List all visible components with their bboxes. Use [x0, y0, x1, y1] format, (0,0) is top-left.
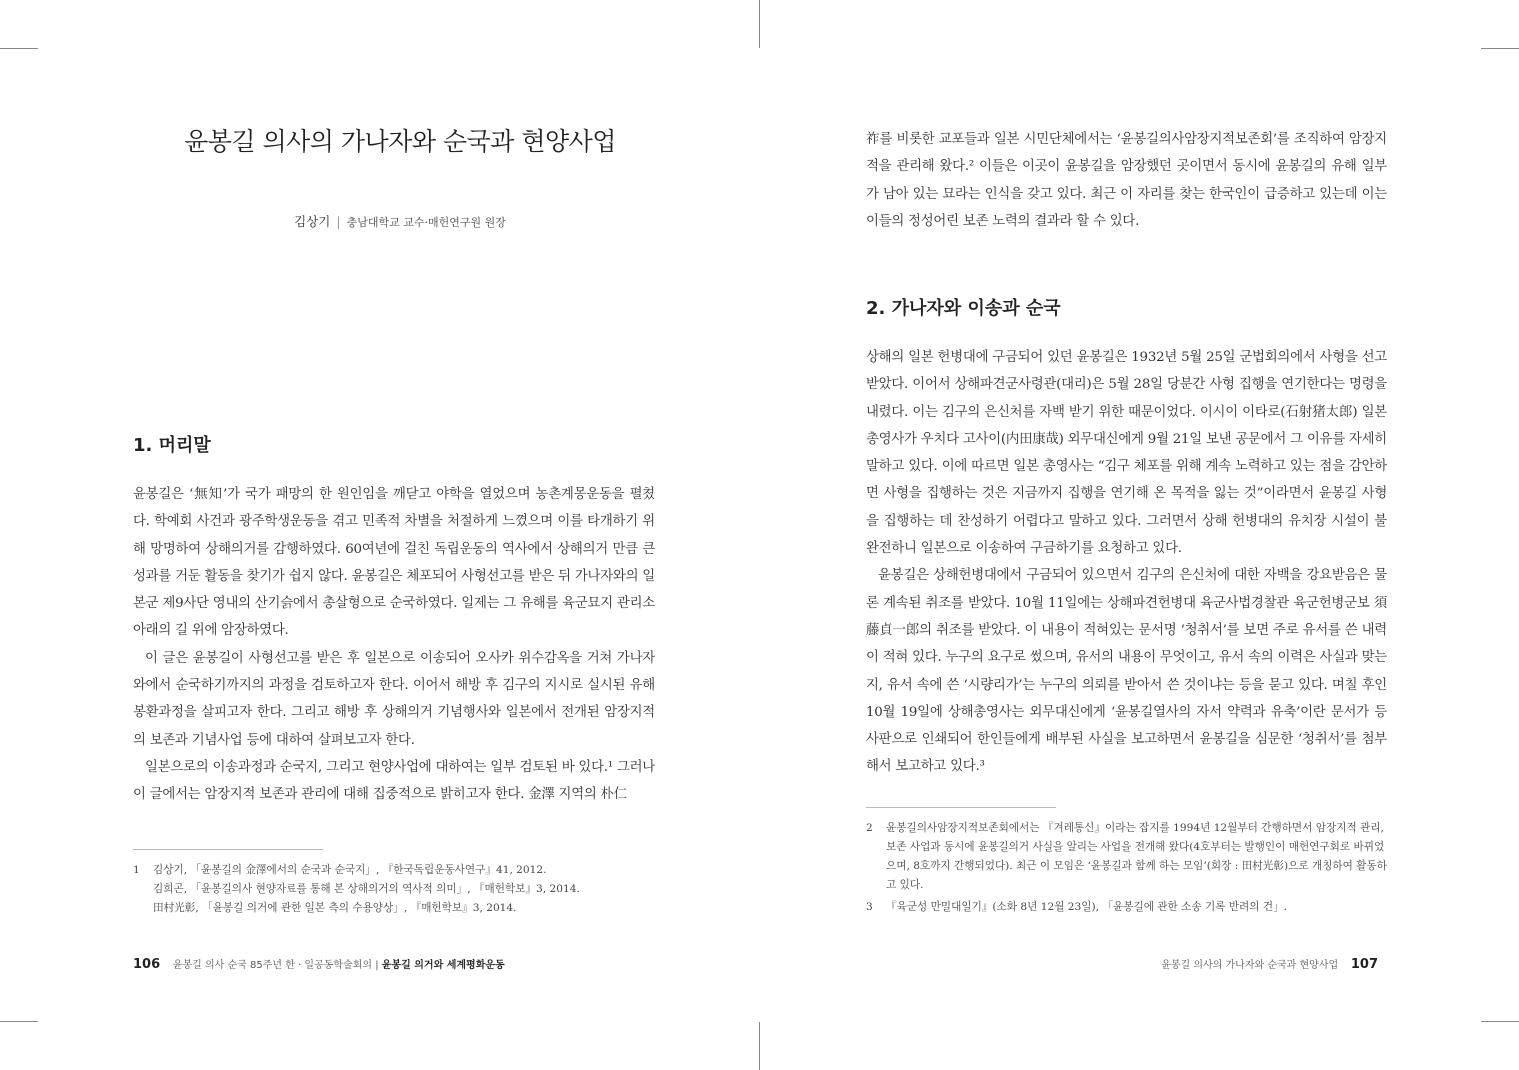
page-number: 106	[133, 957, 161, 972]
body-text	[866, 344, 1387, 781]
paragraph: 상해의 일본 헌병대에 구금되어 있던 윤봉길은 1932년 5월 25일 군법회의에서 사형을 선고받았다. 이어서 상해파견군사령관(대리)은 5월 28일 당분간 사형 집행을 연기한다는 명령을 내렸다. 이는 김구의 은신처를 자백 받기 위한 때문이었다. 이시이 이타로(石射猪太郎) 일본 총영사가 우치다 고사이(内田康哉) 외무대신에게 9월 21일 보낸 공문에서 그 이유를 자세히 말하고 있다. 이에 따르면 일본 총영사는 “김구 체포를 위해 계속 노력하고 있는 점을 감안하면 사형을 집행하는 것은 지금까지 집행을 연기해 온 목적을 잃는 것”이라면서 윤봉길 사형을 집행하는 데 찬성하기 어렵다고 말하고 있다. 그러면서 상해 헌병대의 유치장 시설이 불완전하니 일본으로 이송하여 구금하기를 요청하고 있다.	[866, 350, 1387, 557]
footnote-number: 2	[866, 822, 873, 834]
footnote-line: 田村光彰, 「윤봉길 의거에 관한 일본 측의 수용양상」, 『매헌학보』3, 2014.	[153, 902, 517, 914]
paragraph: 이 글은 윤봉길이 사형선고를 받은 후 일본으로 이송되어 오사카 위수감옥을 거쳐 가나자와에서 순국하기까지의 과정을 검토하고자 한다. 이어서 해방 후 김구의 지시로 실시된 유해봉환과정을 살피고자 한다. 그리고 해방 후 상해의거 기념행사와 일본에서 전개된 암장지적의 보존과 기념사업 등에 대하여 살펴보고자 한다.	[133, 650, 655, 748]
footnote-rule	[133, 849, 323, 850]
article-title: 윤봉길 의사의 가나자와 순국과 현양사업	[184, 127, 616, 156]
paragraph: 윤봉길은 ‘無知’가 국가 패망의 한 원인임을 깨닫고 야학을 열었으며 농촌계몽운동을 펼쳤다. 학예회 사건과 광주학생운동을 겪고 민족적 차별을 처절하게 느꼈으며 이를 타개하기 위해 망명하여 상해의거를 감행하였다. 60여년에 걸친 독립운동의 역사에서 상해의거 만큼 큰 성과를 거둔 활동을 찾기가 쉽지 않다. 윤봉길은 체포되어 사형선고를 받은 뒤 가나자와의 일본군 제9사단 영내의 산기슭에서 총살형으로 순국하였다. 일제는 그 유해를 육군묘지 관리소 아래의 길 위에 암장하였다.	[133, 487, 655, 639]
running-head: 윤봉길 의사 순국 85주년 한 · 일공동학술회의 |	[172, 960, 379, 971]
page-footer	[1161, 956, 1378, 972]
footnote	[133, 861, 693, 918]
byline-separator: |	[336, 214, 341, 229]
paragraph: 祚를 비롯한 교포들과 일본 시민단체에서는 ‘윤봉길의사암장지적보존회’를 조직하여 암장지적을 관리해 왔다.² 이들은 이곳이 윤봉길을 암장했던 곳이면서 동시에 윤봉길의 유해 일부가 남아 있는 묘라는 인식을 갖고 있다. 최근 이 자리를 찾는 한국인이 급증하고 있는데 이는 이들의 정성어린 보존 노력의 결과라 할 수 있다.	[866, 132, 1387, 229]
footnote-text: 윤봉길의사암장지적보존회에서는 『겨레통신』이라는 잡지를 1994년 12월부터 간행하면서 암장지적 관리, 보존 사업과 동시에 윤봉길의거 사실을 알리는 사업을 전개해 왔다(4호부터는 발행인이 매헌연구회로 바뀌었으며, 8호까지 간행되었다). 최근 이 모임은 ‘윤봉길과 함께 하는 모임’(회장 : 田村光彰)으로 개칭하여 활동하고 있다.	[886, 822, 1387, 891]
section-heading: 2. 가나자와 이송과 순국	[866, 298, 1061, 319]
footnote-number: 3	[866, 901, 873, 913]
right-page	[759, 0, 1519, 1070]
footnote-line: 김상기, 「윤봉길의 金澤에서의 순국과 순국지」, 『한국독립운동사연구』41, 2012.	[153, 864, 547, 876]
footnote	[866, 819, 1387, 895]
footnote-number: 1	[133, 864, 140, 876]
footnote	[866, 898, 1387, 917]
page-footer	[133, 956, 505, 972]
section-heading: 1. 머리말	[133, 435, 211, 456]
paragraph: 윤봉길은 상해헌병대에서 구금되어 있으면서 김구의 은신처에 대한 자백을 강요받음은 물론 계속된 취조를 받았다. 10월 11일에는 상해파견헌병대 육군사법경찰관 육군헌병군보 須藤貞一郎의 취조를 받았다. 이 내용이 적혀있는 문서명 ‘청취서’를 보면 주로 유서를 쓴 내력이 적혀 있다. 누구의 요구로 썼으며, 유서의 내용이 무엇이고, 유서 속의 이력은 사실과 맞는지, 유서 속에 쓴 ‘시량리가’는 누구의 의뢰를 받아서 쓴 것이냐는 등을 묻고 있다. 며칠 후인 10월 19일에 상해총영사는 외무대신에게 ‘윤봉길열사의 자서 약력과 유축’이란 문서가 등사판으로 인쇄되어 한인들에게 배부된 사실을 보고하면서 윤봉길을 심문한 ‘청취서’를 첨부해서 보고하고 있다.³	[866, 568, 1387, 775]
footnote-rule	[866, 807, 1056, 808]
footnote-text: 『육군성 만밀대일기』(소화 8년 12월 23일), 「윤봉길에 관한 소송 기록 반려의 건」.	[886, 901, 1288, 913]
byline	[120, 212, 680, 230]
author-affiliation: 충남대학교 교수·매헌연구원 원장	[346, 216, 506, 229]
body-text	[133, 481, 655, 809]
running-head-title: 윤봉길 의거와 세계평화운동	[381, 960, 505, 971]
paragraph: 일본으로의 이송과정과 순국지, 그리고 현양사업에 대하여는 일부 검토된 바 있다.¹ 그러나 이 글에서는 암장지적 보존과 관리에 대해 집중적으로 밝히고자 한다. 金澤 지역의 朴仁	[133, 759, 655, 803]
page-number: 107	[1350, 957, 1378, 972]
author-name: 김상기	[294, 214, 331, 229]
body-text	[866, 126, 1387, 235]
footnote-line: 김희곤, 「윤봉길의사 현양자료를 통해 본 상해의거의 역사적 의미」, 『매헌학보』3, 2014.	[153, 883, 580, 895]
left-page	[0, 0, 759, 1070]
running-head: 윤봉길 의사의 가나자와 순국과 현양사업	[1161, 960, 1339, 971]
